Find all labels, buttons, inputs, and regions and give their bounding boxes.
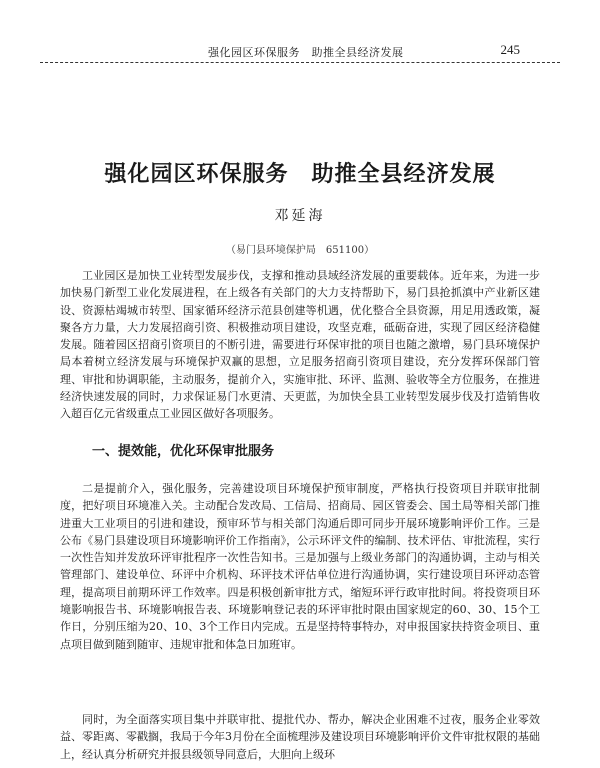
page-number: 245	[500, 42, 520, 57]
author-affiliation: （易门县环境保护局 651100）	[225, 245, 375, 256]
intro-paragraph: 工业园区是加快工业转型发展步伐，支撑和推动县域经济发展的重要载体。近年来，为进一步加快易门新型工业化发展进程，在上级各有关部门的大力支持帮助下，易门县抢抓滇中产业新区建设、资源枯竭城市转型、国家循环经济示范县创建等机遇，优化整合全县资源，用足用透政策，凝聚各方力量，大力发展招商引资、积极推动项目建设，攻坚克难，砥砺奋进，实现了园区经济稳健发展。随着园区招商引资项目的不断引进，需要进行环保审批的项目也随之激增，易门县环境保护局本着树立经济发展与环境保护双赢的思想，立足服务招商引资项目建设，充分发挥环保部门管理、审批和协调职能，主动服务，提前介入，实施审批、环评、监测、验收等全方位服务，在推进经济快速发展的同时，力求保证易门水更清、天更蓝，为加快全县工业转型发展步伐及打造销售收入超百亿元省级重点工业园区做好各项服务。	[60, 269, 540, 421]
article-title: 强化园区环保服务 助推全县经济发展	[104, 160, 496, 187]
section-heading: 一、提效能，优化环保审批服务	[92, 444, 275, 459]
author-name: 邓延海	[274, 208, 326, 224]
section-paragraph-continued: 同时，为全面落实项目集中并联审批、提批代办、帮办，解决企业困难不过夜，服务企业零效益、零距离、零戳搁，我局于今年3月份在全面梳理涉及建设项目环境影响评价文件审批权限的基础上，经认真分析研究并报县级领导同意后，大胆向上级环	[60, 713, 540, 761]
section-paragraph: 二是提前介入，强化服务，完善建设项目环境保护预审制度，严格执行投资项目并联审批制度，把好项目环境准入关。主动配合发改局、工信局、招商局、园区管委会、国土局等相关部门推进重大工业项目的引进和建设，预审环节与相关部门沟通后即可同步开展环境影响评价工作。三是公布《易门县建设项目环境影响评价工作指南》，公示环评文件的编制、技术评估、审批流程，实行一次性告知并发放环评审批程序一次性告知书。三是加强与上级业务部门的沟通协调，主动与相关管理部门、建设单位、环评中介机构、环评技术评估单位进行沟通协调，实行建设项目环评动态管理，提高项目前期环评工作效率。四是积极创新审批方式，缩短环评行政审批时间。将投资项目环境影响报告书、环境影响报告表、环境影响登记表的环评审批时限由国家规定的60、30、15个工作日，分别压缩为20、10、3个工作日内完成。五是坚持特事特办，对申报国家扶持资金项目、重点项目做到随到随审、违规审批和体急日加班审。	[60, 482, 540, 651]
running-head	[40, 40, 560, 62]
header-rule	[40, 62, 560, 63]
running-title: 强化园区环保服务 助推全县经济发展	[208, 46, 404, 59]
